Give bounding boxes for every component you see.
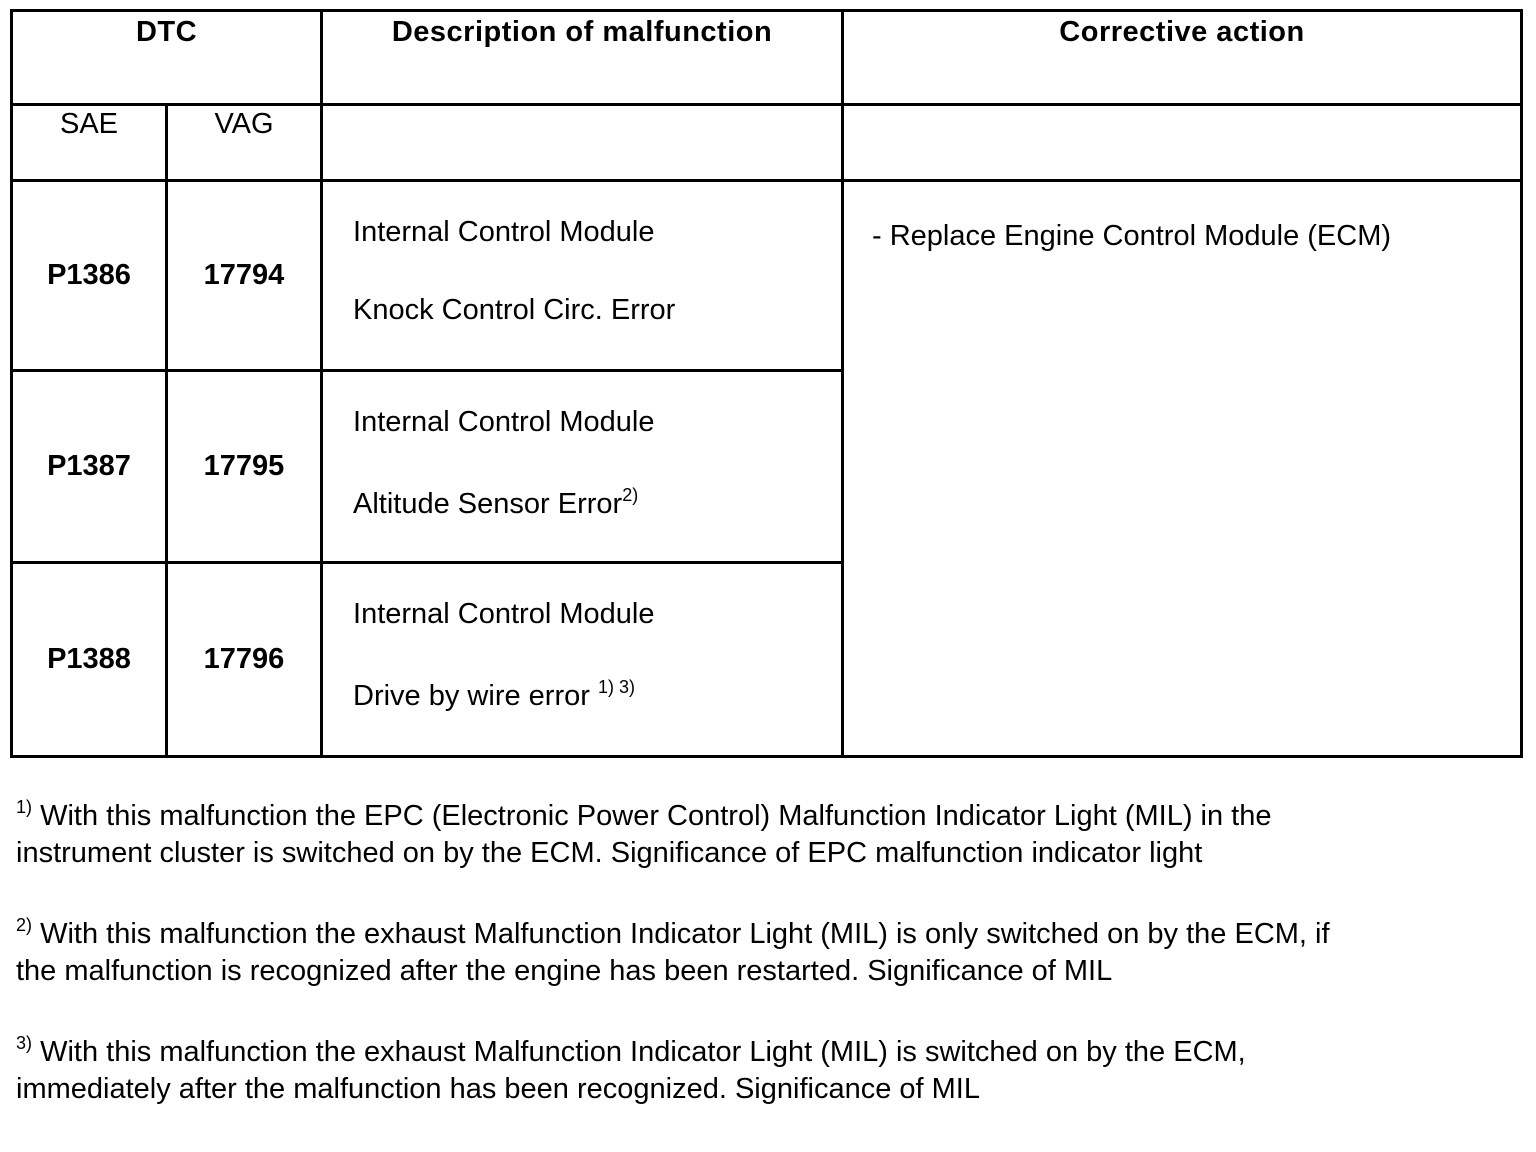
footnote-mark: 3)	[16, 1033, 33, 1053]
description-line-2-text: Knock Control Circ. Error	[353, 294, 676, 326]
table-row	[12, 181, 1522, 371]
subheader-row	[12, 105, 1522, 181]
footnote	[16, 798, 1356, 872]
corrective-action-cell: - Replace Engine Control Module (ECM)	[843, 181, 1522, 757]
malfunction-description	[322, 563, 843, 757]
footnote-text: With this malfunction the exhaust Malfunction Indicator Light (MIL) is only switched on by the ECM, if the malfunction is recognized after the engine has been restarted. Significance of MIL	[16, 918, 1330, 987]
description-line-1: Internal Control Module	[353, 406, 655, 438]
description-line-1: Internal Control Module	[353, 598, 655, 630]
vag-code: 17795	[167, 371, 322, 563]
sae-code: P1388	[12, 563, 167, 757]
vag-code: 17796	[167, 563, 322, 757]
description-line-1: Internal Control Module	[353, 216, 655, 248]
description-line-2-text: Drive by wire error	[353, 680, 590, 712]
description-line-2	[353, 485, 639, 521]
footnote	[16, 1034, 1356, 1108]
subheader-action-empty	[843, 105, 1522, 181]
header-description: Description of malfunction	[322, 11, 843, 105]
subheader-description-empty	[322, 105, 843, 181]
footnote-ref: 2)	[622, 485, 639, 505]
footnote-mark: 1)	[16, 797, 33, 817]
footnote	[16, 916, 1356, 990]
description-line-2-text: Altitude Sensor Error	[353, 488, 623, 520]
footnote-mark: 2)	[16, 915, 33, 935]
header-vag: VAG	[167, 105, 322, 181]
malfunction-description	[322, 181, 843, 371]
description-line-2	[353, 294, 675, 327]
header-sae: SAE	[12, 105, 167, 181]
footnotes	[16, 798, 1516, 1152]
description-line-2	[353, 677, 635, 713]
footnote-text: With this malfunction the exhaust Malfunction Indicator Light (MIL) is switched on by the ECM, immediately after the malfunction has been recognized. Significance of MIL	[16, 1036, 1246, 1105]
sae-code: P1386	[12, 181, 167, 371]
header-corrective-action: Corrective action	[843, 11, 1522, 105]
footnote-text: With this malfunction the EPC (Electronic Power Control) Malfunction Indicator Light (MIL) in the instrument cluster is switched on by the ECM. Significance of EPC malfunction indicator light	[16, 800, 1272, 869]
sae-code: P1387	[12, 371, 167, 563]
vag-code: 17794	[167, 181, 322, 371]
header-dtc: DTC	[12, 11, 322, 105]
header-row	[12, 11, 1522, 105]
malfunction-description	[322, 371, 843, 563]
footnote-ref: 1) 3)	[597, 677, 635, 697]
dtc-table	[10, 9, 1523, 758]
